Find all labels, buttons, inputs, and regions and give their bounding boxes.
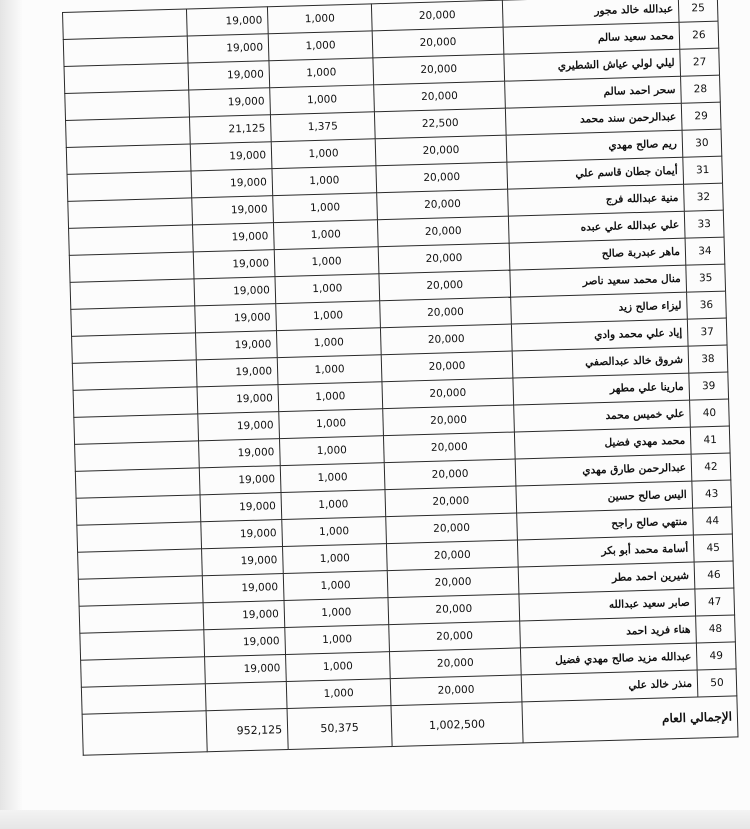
- total-cell: 20,000: [373, 54, 505, 85]
- deduction-cell: 1,000: [279, 436, 384, 466]
- name-cell: شروق خالد عبدالصفي: [512, 346, 689, 378]
- name-cell: منال محمد سعيد ناصر: [510, 265, 687, 297]
- empty-cell: [65, 90, 190, 120]
- total-cell: 20,000: [371, 0, 503, 31]
- empty-cell: [81, 657, 206, 687]
- row-number-cell: 37: [687, 318, 727, 346]
- name-cell: عبدالرحمن سند محمد: [505, 103, 682, 135]
- row-number-cell: 33: [684, 210, 724, 238]
- empty-cell: [80, 630, 205, 660]
- deduction-cell: 1,000: [279, 409, 384, 439]
- row-number-cell: 27: [680, 48, 720, 76]
- deduction-cell: 1,000: [269, 58, 374, 88]
- empty-cell: [64, 63, 189, 93]
- empty-cell: [78, 576, 203, 606]
- net-cell: 19,000: [189, 88, 271, 117]
- deduction-cell: 1,000: [281, 490, 386, 520]
- net-cell: 19,000: [199, 466, 281, 495]
- total-cell: 20,000: [383, 405, 515, 436]
- net-cell: 19,000: [198, 412, 280, 441]
- net-cell: 19,000: [205, 655, 287, 684]
- row-number-cell: 32: [684, 183, 724, 211]
- net-cell: 19,000: [194, 277, 276, 306]
- total-cell: 20,000: [382, 378, 514, 409]
- empty-cell: [69, 225, 194, 255]
- total-cell: 20,000: [381, 351, 513, 382]
- grand-total-amount: 1,002,500: [391, 702, 523, 747]
- name-cell: علي خميس محمد: [514, 400, 691, 432]
- empty-cell: [81, 684, 206, 714]
- deduction-cell: 1,000: [283, 571, 388, 601]
- empty-cell: [75, 468, 200, 498]
- empty-cell: [77, 522, 202, 552]
- net-cell: 19,000: [197, 385, 279, 414]
- net-cell: 19,000: [190, 142, 272, 171]
- deduction-cell: 1,000: [276, 301, 381, 331]
- net-cell: 19,000: [203, 601, 285, 630]
- row-number-cell: 30: [682, 129, 722, 157]
- net-cell: 19,000: [200, 493, 282, 522]
- name-cell: ليلي لولي عياش الشطيري: [504, 49, 681, 81]
- row-number-cell: 34: [685, 237, 725, 265]
- name-cell: سحر احمد سالم: [505, 76, 682, 108]
- net-cell: 19,000: [195, 304, 277, 333]
- name-cell: هناء فريد احمد: [520, 616, 697, 648]
- name-cell: ريم صالح مهدي: [506, 130, 683, 162]
- row-number-cell: 40: [690, 399, 730, 427]
- total-cell: 20,000: [376, 162, 508, 193]
- name-cell: اليس صالح حسين: [516, 481, 693, 513]
- net-cell: 19,000: [199, 439, 281, 468]
- deduction-cell: 1,000: [273, 220, 378, 250]
- row-number-cell: 41: [690, 426, 730, 454]
- empty-cell: [76, 495, 201, 525]
- row-number-cell: 29: [681, 102, 721, 130]
- row-number-cell: 47: [695, 588, 735, 616]
- deduction-cell: 1,000: [275, 274, 380, 304]
- row-number-cell: 43: [692, 480, 732, 508]
- deduction-cell: 1,000: [271, 139, 376, 169]
- name-cell: ليزاء صالح زيد: [511, 292, 688, 324]
- empty-cell: [75, 441, 200, 471]
- net-cell: [205, 681, 287, 710]
- grand-total-deduction: 50,375: [287, 706, 392, 750]
- empty-cell: [66, 144, 191, 174]
- name-cell: منية عبدالله فرج: [508, 184, 685, 216]
- empty-cell: [67, 171, 192, 201]
- deduction-cell: 1,000: [272, 166, 377, 196]
- page-shadow-edge: [0, 0, 22, 829]
- empty-cell: [68, 198, 193, 228]
- net-cell: 19,000: [202, 574, 284, 603]
- deduction-cell: 1,000: [268, 31, 373, 61]
- empty-cell: [63, 9, 188, 39]
- deduction-cell: 1,375: [270, 112, 375, 142]
- total-cell: 20,000: [377, 216, 509, 247]
- empty-cell: [63, 36, 188, 66]
- net-cell: 19,000: [202, 547, 284, 576]
- deduction-cell: 1,000: [280, 463, 385, 493]
- deduction-cell: 1,000: [277, 355, 382, 385]
- deduction-cell: 1,000: [283, 544, 388, 574]
- name-cell: ماهر عبدربة صالح: [509, 238, 686, 270]
- row-number-cell: 35: [686, 264, 726, 292]
- total-cell: 20,000: [390, 675, 522, 706]
- empty-cell: [66, 117, 191, 147]
- net-cell: 19,000: [196, 331, 278, 360]
- empty-cell: [79, 603, 204, 633]
- row-number-cell: 48: [696, 615, 736, 643]
- total-cell: 20,000: [386, 540, 518, 571]
- name-cell: أسامة محمد أبو بكر: [517, 535, 694, 567]
- total-cell: 20,000: [385, 486, 517, 517]
- employee-payment-table: [62, 0, 739, 756]
- grand-total-net: 952,125: [206, 708, 288, 751]
- name-cell: منتهي صالح راجح: [517, 508, 694, 540]
- row-number-cell: 28: [681, 75, 721, 103]
- net-cell: 19,000: [186, 7, 268, 36]
- deduction-cell: 1,000: [284, 598, 389, 628]
- row-number-cell: 46: [694, 561, 734, 589]
- net-cell: 19,000: [191, 169, 273, 198]
- total-cell: 20,000: [379, 270, 511, 301]
- net-cell: 19,000: [204, 628, 286, 657]
- empty-cell: [82, 711, 207, 755]
- net-cell: 19,000: [201, 520, 283, 549]
- total-cell: 20,000: [372, 27, 504, 58]
- net-cell: 21,125: [189, 115, 271, 144]
- total-cell: 20,000: [380, 297, 512, 328]
- deduction-cell: 1,000: [286, 679, 391, 709]
- row-number-cell: 49: [696, 642, 736, 670]
- row-number-cell: 39: [689, 372, 729, 400]
- name-cell: أيمان جطان قاسم علي: [507, 157, 684, 189]
- name-cell: محمد سعيد سالم: [503, 22, 680, 54]
- total-cell: 20,000: [378, 243, 510, 274]
- row-number-cell: 44: [693, 507, 733, 535]
- name-cell: شيرين احمد مطر: [518, 562, 695, 594]
- empty-cell: [70, 279, 195, 309]
- deduction-cell: 1,000: [270, 85, 375, 115]
- empty-cell: [78, 549, 203, 579]
- net-cell: 19,000: [196, 358, 278, 387]
- name-cell: عبدالله خالد مجور: [502, 0, 679, 27]
- name-cell: مارينا علي مطهر: [513, 373, 690, 405]
- name-cell: عبدالرحمن طارق مهدي: [515, 454, 692, 486]
- deduction-cell: 1,000: [285, 625, 390, 655]
- total-cell: 20,000: [386, 513, 518, 544]
- row-number-cell: 36: [687, 291, 727, 319]
- total-cell: 20,000: [375, 135, 507, 166]
- total-cell: 20,000: [383, 432, 515, 463]
- net-cell: 19,000: [192, 223, 274, 252]
- empty-cell: [71, 306, 196, 336]
- empty-cell: [72, 333, 197, 363]
- row-number-cell: 26: [679, 21, 719, 49]
- name-cell: عبدالله مزيد صالح مهدي فضيل: [520, 643, 697, 675]
- row-number-cell: 45: [693, 534, 733, 562]
- page-bottom-edge: [0, 810, 750, 829]
- total-cell: 20,000: [389, 648, 521, 679]
- name-cell: إياد علي محمد وادي: [511, 319, 688, 351]
- total-cell: 20,000: [389, 621, 521, 652]
- grand-total-label: الإجمالي العام: [522, 696, 738, 743]
- name-cell: محمد مهدي فضيل: [514, 427, 691, 459]
- empty-cell: [74, 414, 199, 444]
- net-cell: 19,000: [192, 196, 274, 225]
- row-number-cell: 25: [678, 0, 718, 22]
- row-number-cell: 50: [697, 669, 737, 697]
- name-cell: علي عبدالله علي عبده: [508, 211, 685, 243]
- total-cell: 20,000: [387, 567, 519, 598]
- total-cell: 20,000: [377, 189, 509, 220]
- empty-cell: [69, 252, 194, 282]
- deduction-cell: 1,000: [282, 517, 387, 547]
- total-cell: 20,000: [380, 324, 512, 355]
- total-cell: 20,000: [374, 81, 506, 112]
- table-body: [63, 0, 737, 714]
- net-cell: 19,000: [193, 250, 275, 279]
- row-number-cell: 38: [688, 345, 728, 373]
- deduction-cell: 1,000: [274, 247, 379, 277]
- deduction-cell: 1,000: [276, 328, 381, 358]
- net-cell: 19,000: [188, 61, 270, 90]
- total-cell: 20,000: [384, 459, 516, 490]
- deduction-cell: 1,000: [286, 652, 391, 682]
- name-cell: صابر سعيد عبدالله: [519, 589, 696, 621]
- total-cell: 22,500: [374, 108, 506, 139]
- deduction-cell: 1,000: [273, 193, 378, 223]
- deduction-cell: 1,000: [267, 4, 372, 34]
- row-number-cell: 42: [691, 453, 731, 481]
- empty-cell: [72, 360, 197, 390]
- row-number-cell: 31: [683, 156, 723, 184]
- net-cell: 19,000: [187, 34, 269, 63]
- name-cell: منذر خالد علي: [521, 670, 698, 702]
- deduction-cell: 1,000: [278, 382, 383, 412]
- total-cell: 20,000: [388, 594, 520, 625]
- empty-cell: [73, 387, 198, 417]
